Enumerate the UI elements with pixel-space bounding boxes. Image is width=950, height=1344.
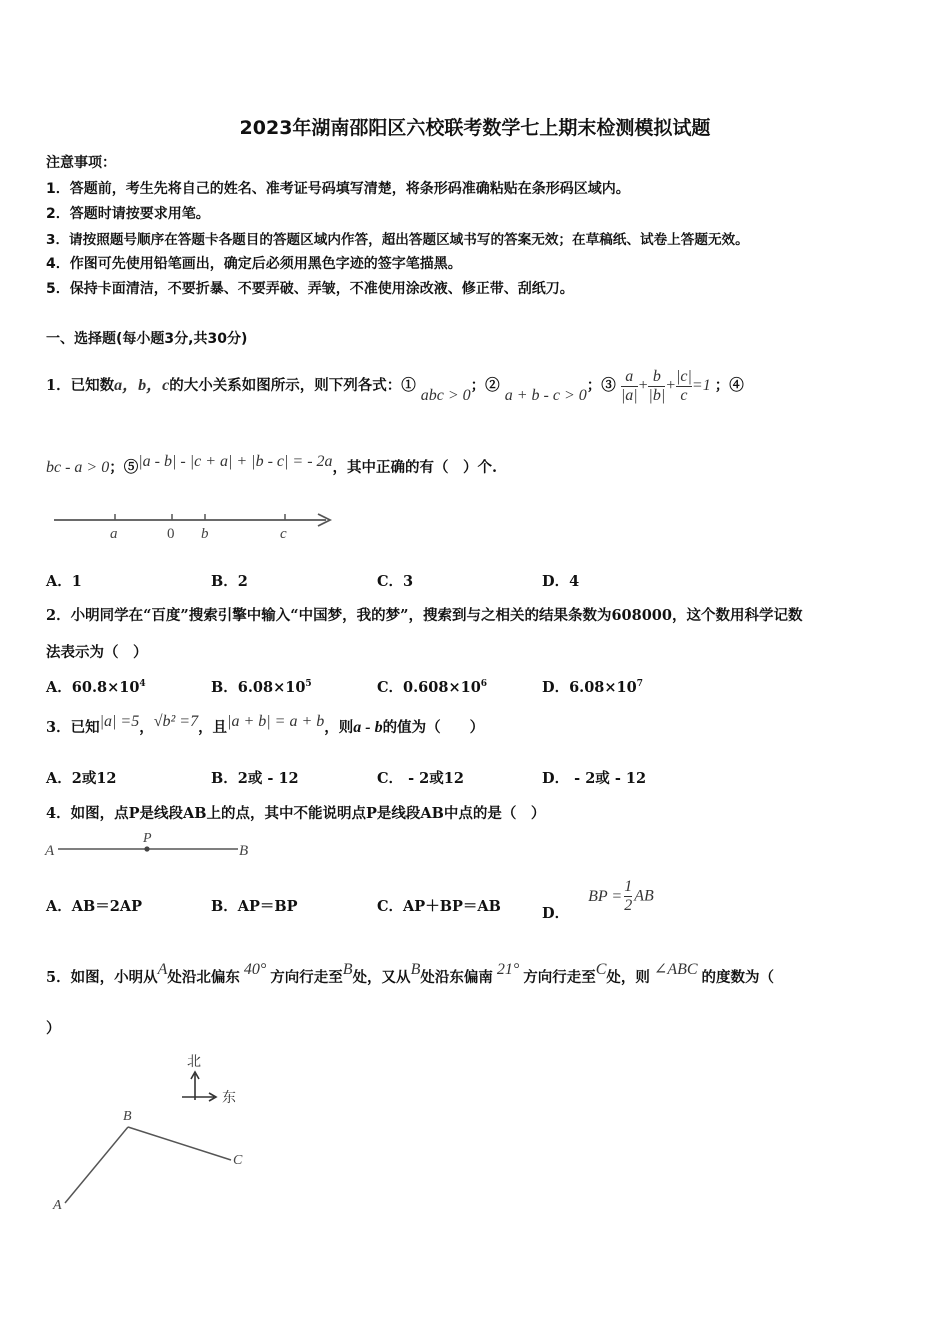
q3-text: ，且 [198,719,228,736]
q3-expr-2: √b² =7 [153,713,199,730]
label-a: A [45,843,55,859]
option-exponent: 6 [480,679,488,690]
q3-expr-4: a - b [353,719,383,736]
notice-item: 5．保持卡面清洁，不要折暴、不要弄破、弄皱，不准使用涂改液、修正带、刮纸刀。 [46,281,574,297]
axis-label-b: b [201,526,209,542]
notice-item: 2．答题时请按要求用笔。 [46,206,210,222]
option-label: D． [542,679,570,696]
q3-option-b[interactable]: B．2或 - 12 [211,770,299,787]
point-p [144,846,149,851]
option-exponent: 5 [305,679,312,690]
q3-text: 的值为（ ） [382,719,485,736]
q3-option-c[interactable]: C． - 2或12 [377,770,464,787]
q1-expr-2: a + b - c > 0 [504,387,587,405]
path-ab [65,1127,128,1203]
question-2-line-1: 2．小明同学在“百度”搜索引擎中输入“中国梦，我的梦”，搜索到与之相关的结果条数为608000，这个数用科学记数 [46,607,803,624]
notice-heading: 注意事项： [46,155,116,171]
fig-label-c: C [233,1153,243,1168]
frac-num: 1 [624,878,633,895]
q3-option-a[interactable]: A．2或12 [46,770,117,787]
question-3 [46,713,485,737]
q2-option-c[interactable] [377,676,487,697]
option-exponent: 4 [139,679,146,690]
q3-expr-3: |a + b| = a + b [227,713,325,730]
q1-sep: ；⑤ [109,459,139,476]
q1-sep: ；④ [714,377,744,395]
notice-item: 4．作图可先使用铅笔画出，确定后必须用黑色字迹的签字笔描黑。 [46,256,462,272]
frac-num: |c| [676,368,692,385]
q5-text: 处，则 [606,969,650,986]
q1-option-a[interactable]: A．1 [46,573,82,590]
q1-option-c[interactable]: C．3 [377,573,414,590]
direction-figure [44,1050,264,1220]
q5-angle: 21° [496,961,520,978]
q3-text: ，则 [324,719,354,736]
q5-var: B [410,961,421,978]
q3-option-d[interactable]: D． - 2或 - 12 [542,770,647,787]
segment-ab-figure [44,828,264,862]
q5-text: 的度数为（ [701,969,775,986]
q4-option-c[interactable]: C．AP＋BP＝AB [377,898,501,915]
notice-item: 3．请按照题号顺序在答题卡各题目的答题区域内作答，超出答题区域书写的答案无效；在草稿纸、试卷上答题无效。 [46,232,749,248]
compass-east-label: 东 [222,1091,236,1106]
q5-text: 5．如图，小明从 [46,969,158,986]
question-1-line-2 [46,453,498,477]
axis-label-c: c [280,526,287,542]
fig-label-b: B [123,1109,132,1124]
axis-label-0: 0 [167,526,175,542]
option-label: B． [211,679,238,696]
q2-option-d[interactable] [542,676,643,697]
label-p: P [143,831,152,846]
frac-den: |a| [620,387,638,404]
q5-var: C [595,961,607,978]
q4-option-b[interactable]: B．AP＝BP [211,898,298,915]
q1-text: ，其中正确的有（ ）个. [332,459,498,476]
q5-text: 处沿北偏东 [167,969,240,986]
q5-text: 处，又从 [352,969,411,986]
q2-option-b[interactable] [211,676,312,697]
q3-expr-1: |a| =5 [99,713,140,730]
question-1-line-1 [46,368,744,405]
q5-var: A [157,961,168,978]
q1-text: 的大小关系如图所示，则下列各式：① [169,377,416,395]
question-2-line-2: 法表示为（ ） [46,644,148,661]
q4-option-a[interactable]: A．AB＝2AP [46,898,142,915]
q1-expr-1: abc > 0 [420,387,471,405]
frac-den: c [676,386,692,405]
q2-option-a[interactable] [46,676,146,697]
q1-expr-3 [620,368,715,404]
frac-num: a [625,368,634,385]
option-label: D． [542,904,570,922]
q5-text: 方向行走至 [523,969,596,986]
q1-option-d[interactable]: D．4 [542,573,580,590]
q5-text: 方向行走至 [270,969,343,986]
q3-sep: ， [139,719,154,736]
notice-item: 1．答题前，考生先将自己的姓名、准考证号码填写清楚，将条形码准确粘贴在条形码区域内。 [46,181,630,197]
plus: + [665,377,677,395]
question-4: 4．如图，点P是线段AB上的点，其中不能说明点P是线段AB中点的是（ ） [46,805,546,822]
question-5-line-2: ） [46,1020,61,1037]
q3-text: 3．已知 [46,719,100,736]
q1-sep: ；③ [586,377,616,395]
q4-option-d[interactable] [542,878,654,922]
q1-text: 1．已知数 [46,377,115,395]
question-5-line-1 [46,961,775,987]
option-expr: BP = [588,887,623,905]
frac-den: |b| [648,387,666,404]
path-bc [128,1127,231,1160]
compass-north-label: 北 [187,1055,201,1070]
label-b: B [239,843,249,859]
option-value: 6.08×10 [237,679,306,696]
option-expr: AB [634,887,654,905]
q1-option-b[interactable]: B．2 [211,573,248,590]
frac-den: 2 [624,897,633,914]
option-value: 6.08×10 [569,679,637,696]
q1-vars: a，b，c [114,377,170,395]
q1-expr-4: bc - a > 0 [46,459,110,476]
option-value: 60.8×10 [71,679,140,696]
plus: + [637,377,649,395]
axis-label-a: a [110,526,118,542]
equals: =1 [691,377,711,395]
q5-var: B [342,961,353,978]
frac-num: b [652,368,661,385]
section-heading: 一、选择题(每小题3分,共30分) [46,331,248,347]
option-label: C． [377,679,404,696]
q5-text: 处沿东偏南 [420,969,493,986]
option-exponent: 7 [636,679,643,690]
option-label: A． [46,679,72,696]
q1-expr-5: |a - b| - |c + a| + |b - c| = - 2a [138,453,333,470]
q5-angle: ∠ABC [653,961,698,978]
q1-sep: ；② [470,377,500,395]
number-line-figure [48,508,338,544]
page-title: 2023年湖南邵阳区六校联考数学七上期末检测模拟试题 [239,117,711,139]
q5-angle: 40° [243,961,267,978]
option-value: 0.608×10 [403,679,481,696]
fig-label-a: A [53,1198,62,1213]
